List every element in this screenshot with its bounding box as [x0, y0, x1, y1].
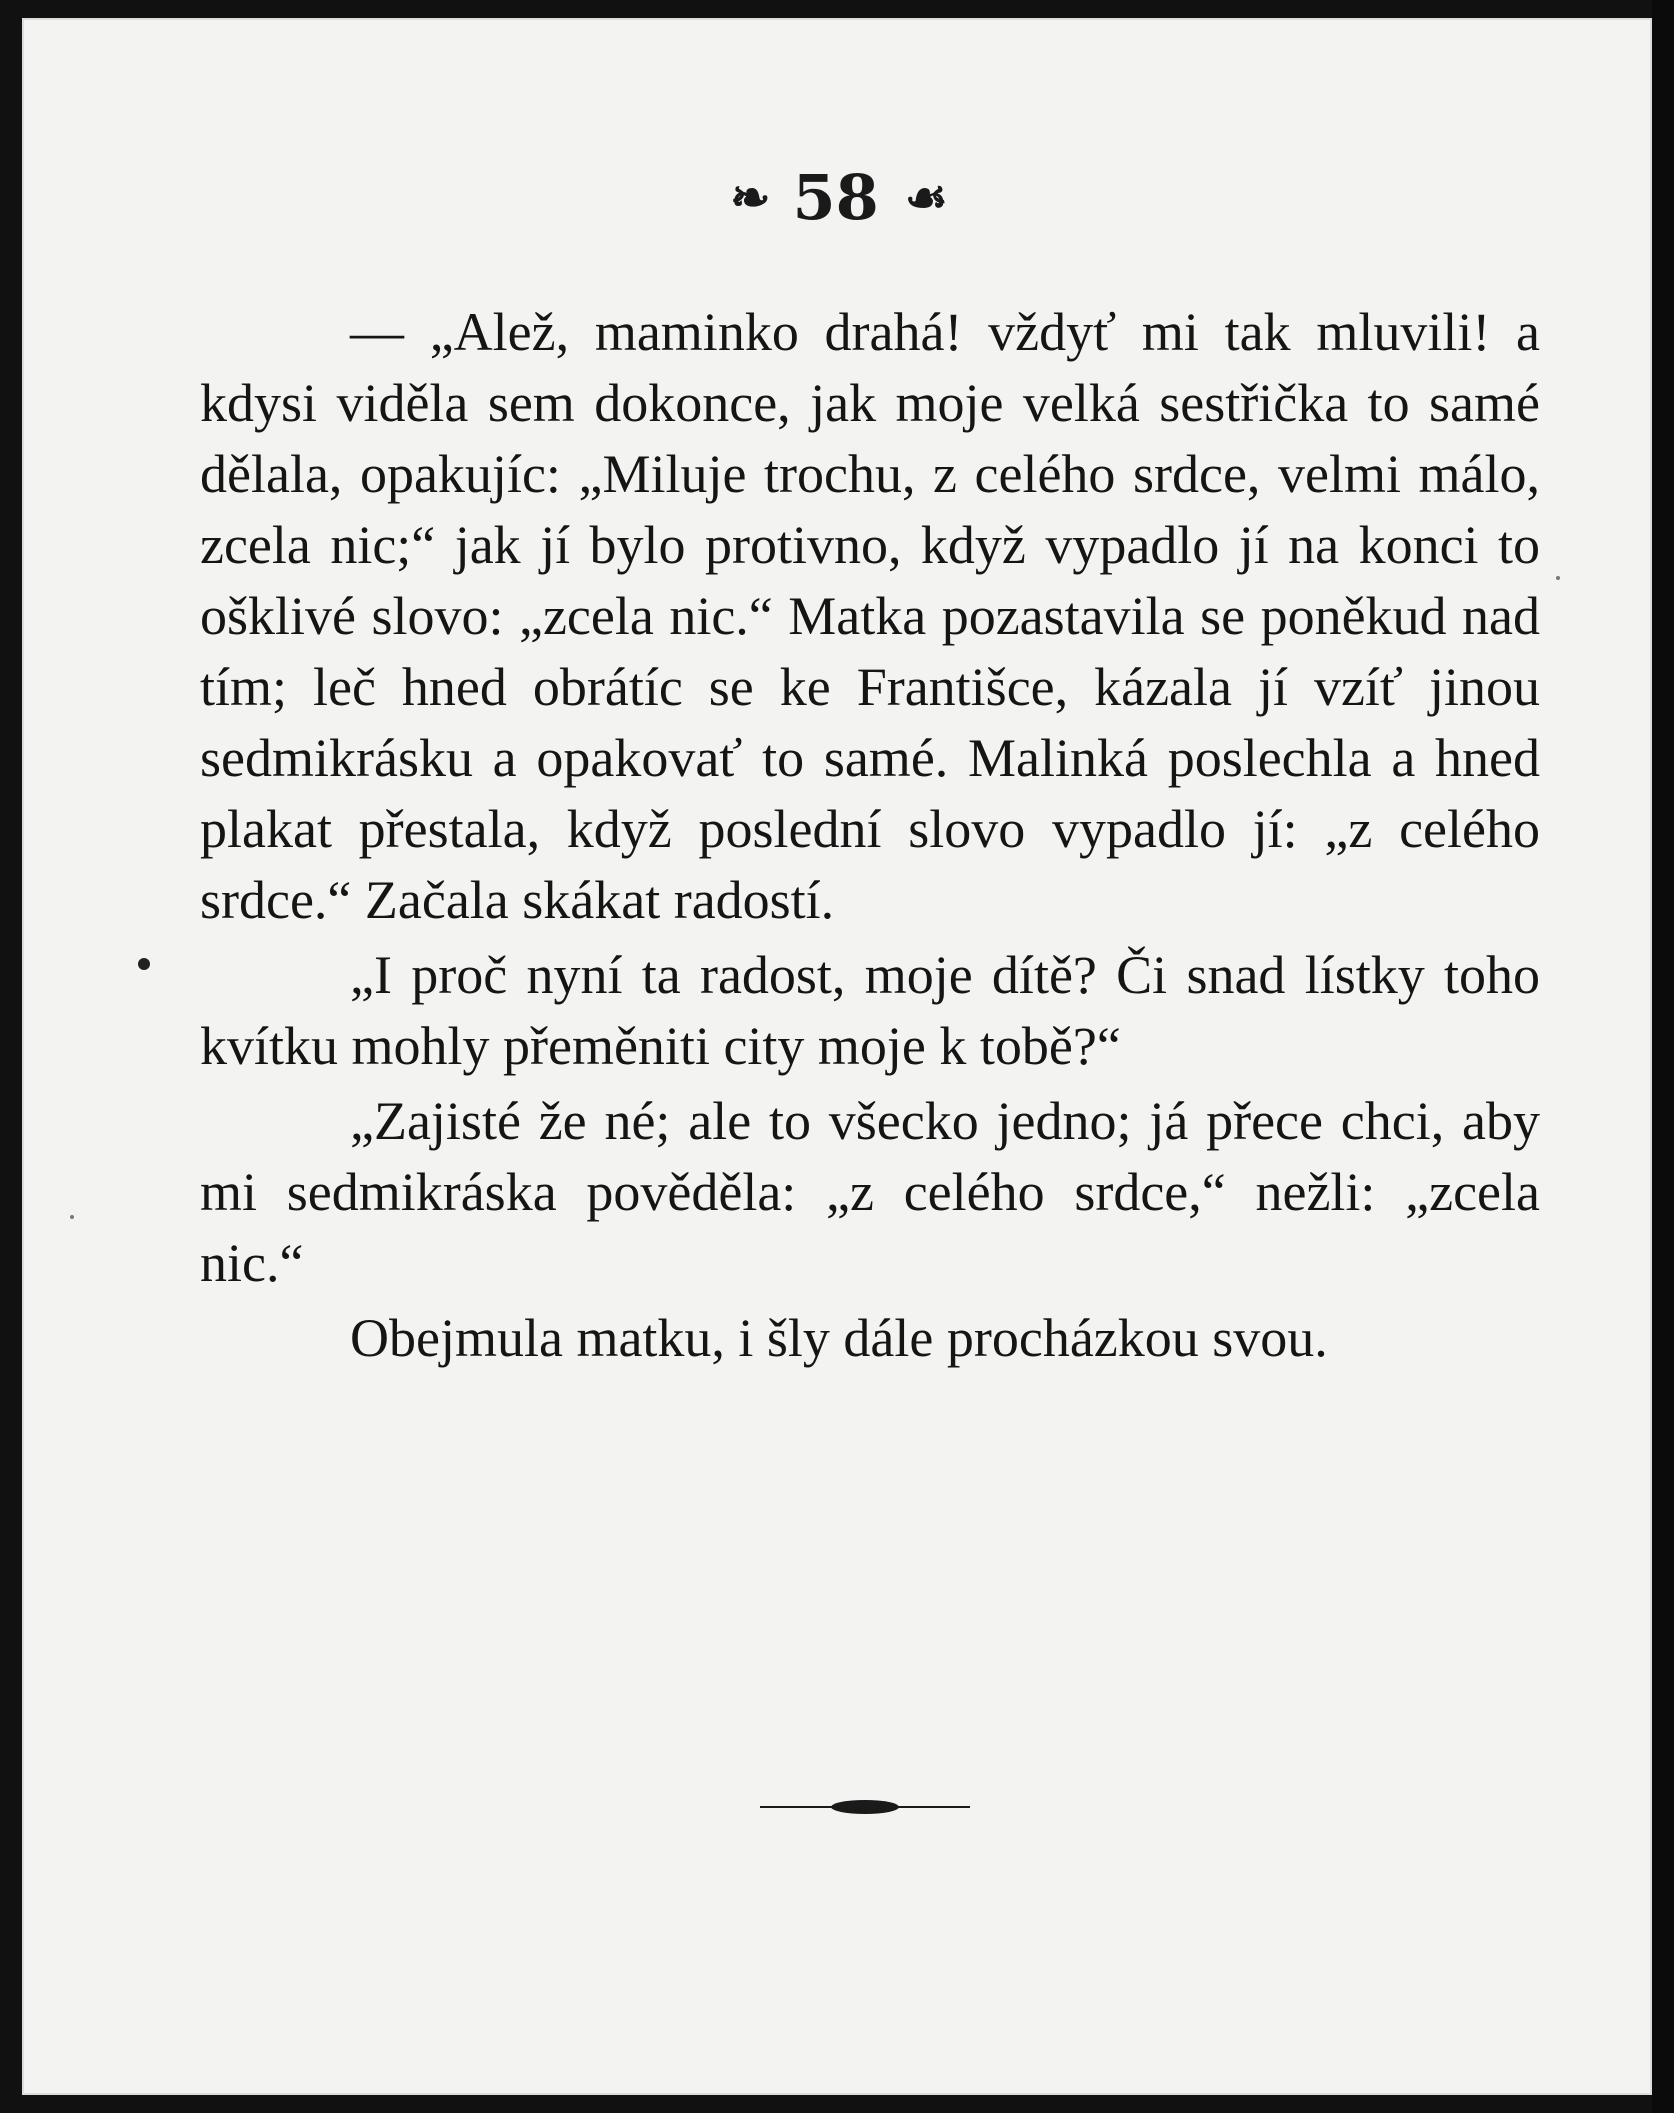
- page-header: [0, 158, 1674, 238]
- scan-speck: [70, 1215, 74, 1219]
- paragraph: „I proč nyní ta radost, moje dítě? Či snad lístky toho kvítku mohly přeměniti city moje k tobě?“: [200, 945, 1540, 1076]
- margin-dot: [138, 958, 150, 970]
- scan-border: [1652, 0, 1674, 2113]
- ornament-left-icon: ❧: [730, 170, 767, 226]
- scan-speck: [1556, 576, 1560, 580]
- body-text: [200, 297, 1540, 1378]
- paragraph: Obejmula matku, i šly dále procházkou svou.: [350, 1308, 1328, 1368]
- end-ornament-icon: [760, 1796, 970, 1818]
- paragraph: — „Alež, maminko drahá! vždyť mi tak mluvili! a kdysi viděla sem dokonce, jak moje velká sestřička to samé dělala, opakujíc: „Miluje trochu, z celého srdce, velmi málo, zcela nic;“ jak jí bylo protivno, když vypadlo jí na konci to ošklivé slovo: „zcela nic.“ Matka pozastavila se poněkud nad tím; leč hned obrátíc se ke Františce, kázala jí vzíť jinou sedmikrásku a opakovať to samé. Malinká poslechla a hned plakat přestala, když poslední slovo vypadlo jí: „z celého srdce.“ Začala skákat radostí.: [200, 302, 1540, 930]
- ornament-right-icon: ☙: [904, 170, 944, 226]
- paragraph: „Zajisté že né; ale to všecko jedno; já přece chci, aby mi sedmikráska pověděla: „z celého srdce,“ nežli: „zcela nic.“: [200, 1091, 1540, 1293]
- page-number: 58: [792, 161, 879, 234]
